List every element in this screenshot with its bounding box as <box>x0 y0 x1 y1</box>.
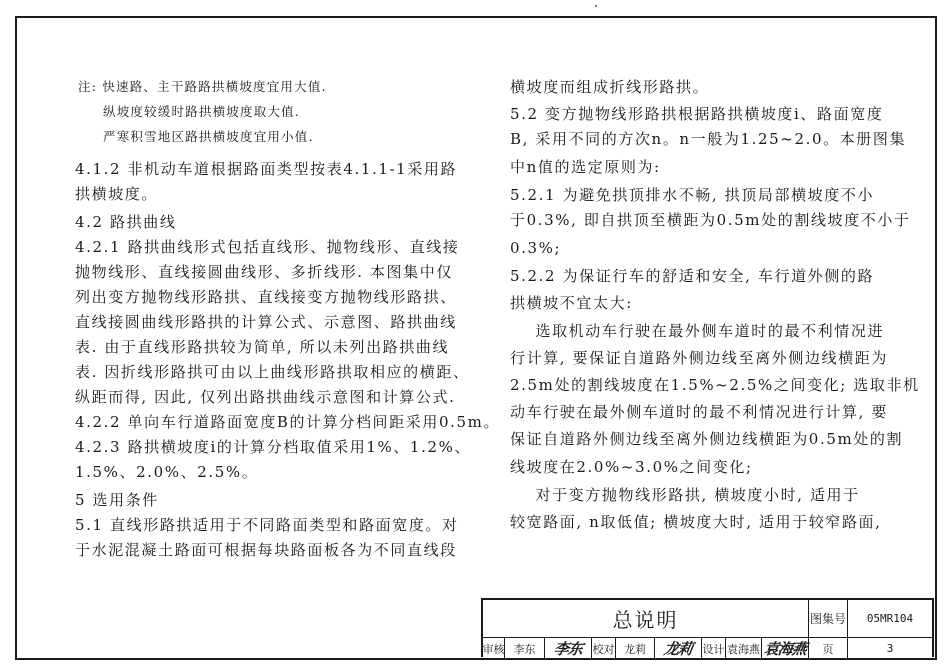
note-text: 快速路、主干路路拱横坡度宜用大值. <box>102 79 327 94</box>
left-line-10: 纵距而得, 因此, 仅列出路拱曲线示意图和计算公式. <box>75 388 456 406</box>
right-line-10: 选取机动车行驶在最外侧车道时的最不利情况进 <box>510 322 885 340</box>
left-line-5: 抛物线形、直线接圆曲线形、多折线形. 本图集中仅 <box>75 263 453 281</box>
drawing-title: 总说明 <box>483 600 809 638</box>
atlas-number: 05MR104 <box>848 600 932 638</box>
right-line-1: 横坡度而组成折线形路拱。 <box>510 78 710 96</box>
right-line-6: 于0.3%, 即自拱顶至横距为0.5m处的割线坡度不小于 <box>510 211 911 229</box>
note-line-2: 纵坡度较缓时路拱横坡度取大值. <box>103 104 300 119</box>
right-line-13: 动车行驶在最外侧车道时的最不利情况进行计算, 要 <box>510 403 888 421</box>
right-line-2: 5.2 变方抛物线形路拱根据路拱横坡度i、路面宽度 <box>510 105 884 123</box>
right-line-12: 2.5m处的割线坡度在1.5%~2.5%之间变化; 选取非机 <box>510 376 920 394</box>
note-line-3: 严寒积雪地区路拱横坡度宜用小值. <box>103 129 314 144</box>
left-line-12: 4.2.3 路拱横坡度i的计算分档取值采用1%、1.2%、 <box>75 438 472 456</box>
note-label: 注: <box>78 79 98 94</box>
left-line-13: 1.5%、2.0%、2.5%。 <box>75 463 259 481</box>
atlas-number-label: 图集号 <box>809 600 848 638</box>
page-number: 3 <box>886 642 894 655</box>
checker-signature: 龙莉 <box>655 638 702 659</box>
right-line-7: 0.3%; <box>510 239 562 257</box>
left-line-7: 直线接圆曲线形路拱的计算公式、示意图、路拱曲线 <box>75 313 457 331</box>
left-line-1: 4.1.2 非机动车道根据路面类型按表4.1.1-1采用路 <box>75 160 458 178</box>
section-heading-5: 5 选用条件 <box>75 491 159 509</box>
note-line-1 <box>78 77 327 97</box>
left-line-11: 4.2.2 单向车行道路面宽度B的计算分档间距采用0.5m。 <box>75 413 501 431</box>
left-line-2: 拱横坡度。 <box>75 185 159 203</box>
page-label: 页 <box>809 638 848 659</box>
right-line-4: 中n值的选定原则为: <box>510 158 661 176</box>
scan-artifact-dot <box>595 5 597 7</box>
check-label: 校对 <box>592 638 616 659</box>
checker-name: 龙莉 <box>616 638 655 659</box>
left-line-15: 5.1 直线形路拱适用于不同路面类型和路面宽度。对 <box>75 516 459 534</box>
right-line-11: 行计算, 要保证自道路外侧边线至离外侧边线横距为 <box>510 349 888 367</box>
right-line-17: 较宽路面, n取低值; 横坡度大时, 适用于较窄路面, <box>510 513 882 531</box>
title-block <box>481 598 934 657</box>
left-line-8: 表. 由于直线形路拱较为简单, 所以未列出路拱曲线 <box>75 338 450 356</box>
designer-signature: 袁海燕 <box>762 640 808 658</box>
right-line-3: B, 采用不同的方次n。n一般为1.25~2.0。本册图集 <box>510 130 907 148</box>
left-line-6: 列出变方抛物线形路拱、直线接变方抛物线形路拱、 <box>75 288 457 306</box>
right-line-9: 拱横坡不宜太大: <box>510 294 633 312</box>
right-line-8: 5.2.2 为保证行车的舒适和安全, 车行道外侧的路 <box>510 267 875 285</box>
left-line-9: 表. 因折线形路拱可由以上曲线形路拱取相应的横距、 <box>75 363 470 381</box>
review-label: 审核 <box>483 638 505 659</box>
left-line-4: 4.2.1 路拱曲线形式包括直线形、抛物线形、直线接 <box>75 238 460 256</box>
reviewer-name: 李东 <box>505 638 545 659</box>
right-line-16: 对于变方抛物线形路拱, 横坡度小时, 适用于 <box>510 486 860 504</box>
design-label: 设计 <box>702 638 726 659</box>
left-line-16: 于水泥混凝土路面可根据每块路面板各为不同直线段 <box>75 541 457 559</box>
right-line-14: 保证自道路外侧边线至离外侧边线横距为0.5m处的割 <box>510 430 904 448</box>
right-line-5: 5.2.1 为避免拱顶排水不畅, 拱顶局部横坡度不小 <box>510 186 875 204</box>
designer-name: 袁海燕 <box>726 638 762 659</box>
reviewer-signature: 李东 <box>545 638 592 659</box>
right-line-15: 线坡度在2.0%~3.0%之间变化; <box>510 458 753 476</box>
section-heading-4-2: 4.2 路拱曲线 <box>75 213 177 231</box>
